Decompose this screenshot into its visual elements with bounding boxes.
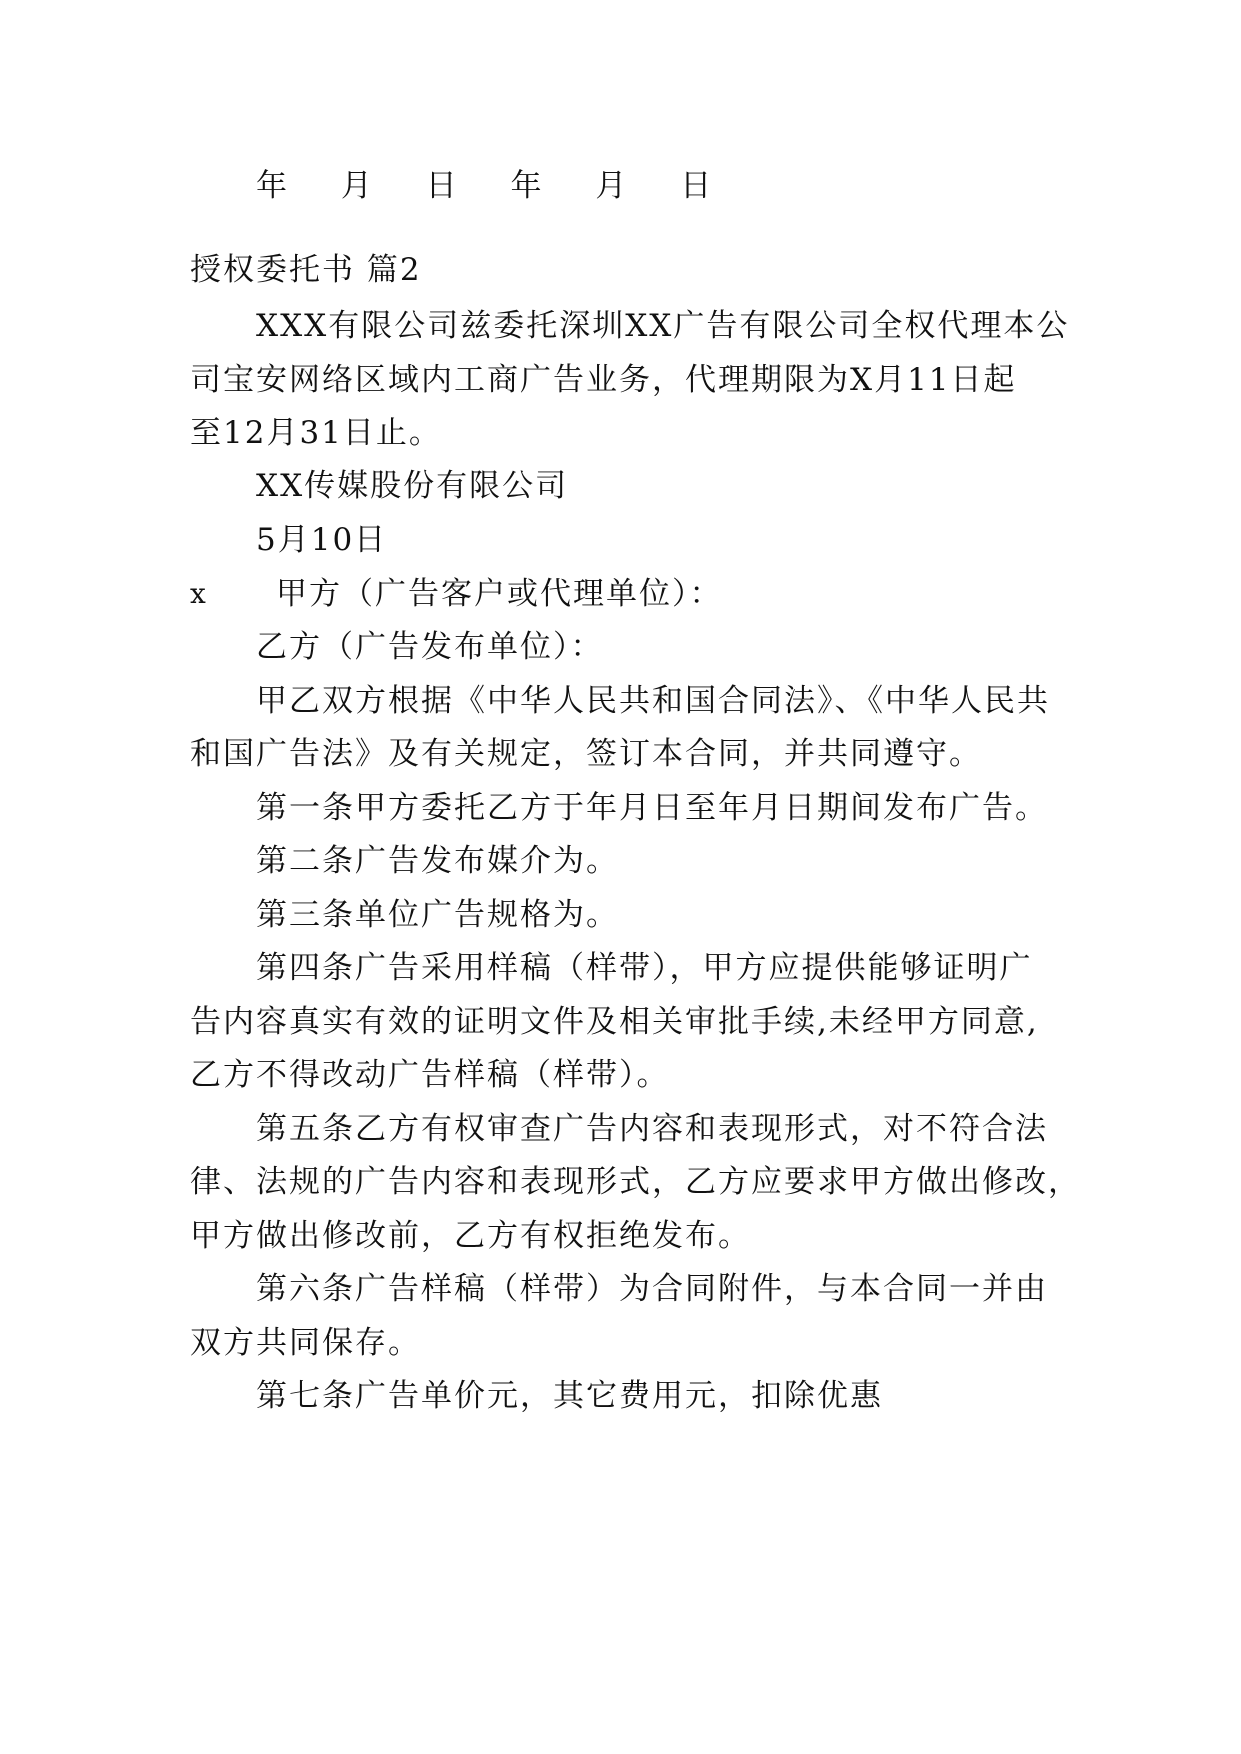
company-signature: XX传媒股份有限公司 <box>256 468 569 504</box>
signature-date: 5月10日 <box>256 522 388 558</box>
paragraph-line: 至12月31日止。 <box>190 415 442 451</box>
paragraph-line: 双方共同保存。 <box>190 1325 421 1361</box>
paragraph-line: 告内容真实有效的证明文件及相关审批手续,未经甲方同意, <box>190 1004 1039 1040</box>
paragraph-line: 乙方不得改动广告样稿（样带）。 <box>190 1057 670 1093</box>
clause-5: 第五条乙方有权审查广告内容和表现形式，对不符合法 <box>256 1111 1048 1147</box>
clause-2: 第二条广告发布媒介为。 <box>256 843 619 879</box>
paragraph-line: 和国广告法》及有关规定，签订本合同，并共同遵守。 <box>190 736 982 772</box>
paragraph-line: 律、法规的广告内容和表现形式，乙方应要求甲方做出修改， <box>190 1164 1081 1200</box>
paragraph-line: 司宝安网络区域内工商广告业务，代理期限为X月11日起 <box>190 362 1017 398</box>
paragraph-line: 甲乙双方根据《中华人民共和国合同法》、《中华人民共 <box>256 683 1050 719</box>
clause-1: 第一条甲方委托乙方于年月日至年月日期间发布广告。 <box>256 790 1048 826</box>
clause-7: 第七条广告单价元，其它费用元，扣除优惠 <box>256 1378 883 1414</box>
clause-3: 第三条单位广告规格为。 <box>256 897 619 933</box>
paragraph-line: XXX有限公司兹委托深圳XX广告有限公司全权代理本公 <box>256 308 1070 344</box>
party-a-line: 甲方（广告客户或代理单位）： <box>276 576 723 612</box>
list-marker: x <box>190 577 206 610</box>
section-heading: 授权委托书 篇2 <box>190 252 422 288</box>
clause-4: 第四条广告采用样稿（样带），甲方应提供能够证明广 <box>256 950 1033 986</box>
party-b-line: 乙方（广告发布单位）： <box>256 629 604 665</box>
clause-6: 第六条广告样稿（样带）为合同附件，与本合同一并由 <box>256 1271 1048 1307</box>
date-line: 年 月 日 年 月 日 <box>256 168 734 204</box>
paragraph-line: 甲方做出修改前，乙方有权拒绝发布。 <box>190 1218 751 1254</box>
